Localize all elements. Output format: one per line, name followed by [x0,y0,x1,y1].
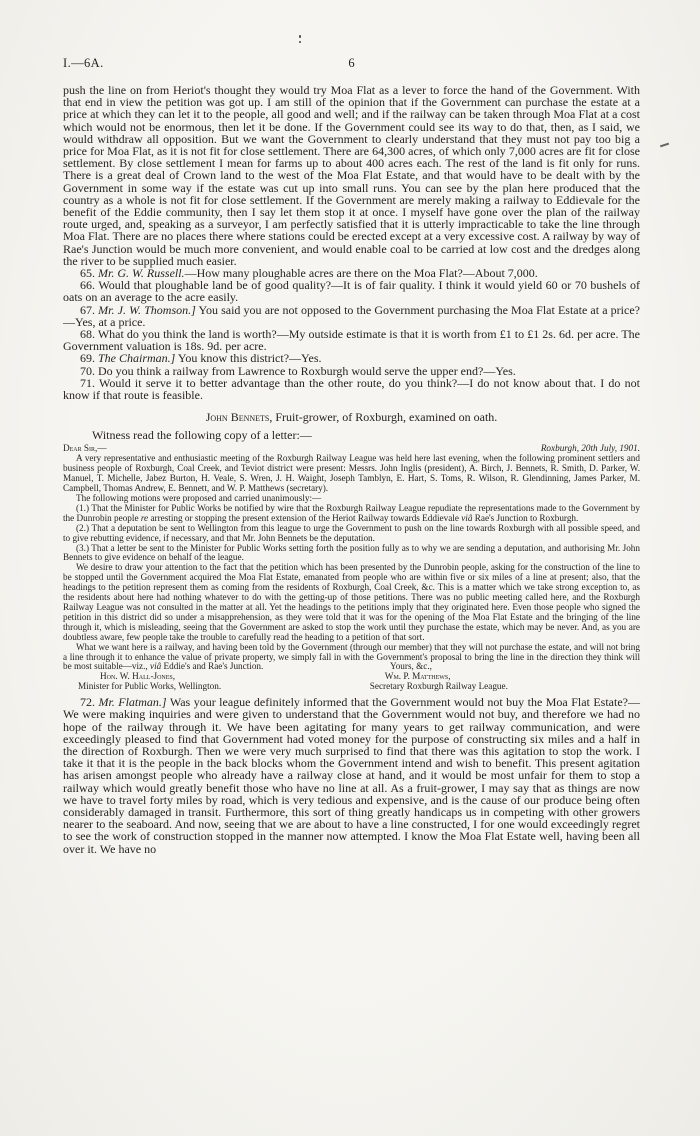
qa-paragraph-67: 67. Mr. J. W. Thomson.] You said you are not opposed to the Government purchasing the Moa Flat Estate at a price?—Yes, at a price. [63,302,640,329]
qa-paragraph-70: 70. Do you think a railway from Lawrence to Roxburgh would serve the upper end?—Yes. [80,363,516,378]
letter-block [63,444,640,692]
letter-paragraph-motions-intro: The following motions were proposed and carried unanimously:— [76,493,322,504]
letter-motion-1: (1.) That the Minister for Public Works be notified by wire that the Roxburgh Railway League repudiate the representations made to the Government by the Dunrobin people re arresting or stopping the present extension of the Heriot Railway towards Eddievale viâ Rae's Junction to Roxburgh. [63,502,640,523]
testimony-section [63,84,640,401]
signature-sender-title: Secretary Roxburgh Railway League. [369,681,508,692]
qa-paragraph-71: 71. Would it serve it to better advantage than the other route, do you think?—I do not know about that. I do not know if that route is feasible. [63,375,640,403]
witness-heading: John Bennets, Fruit-grower, of Roxburgh, examined on oath. [205,410,498,425]
signature-row-titles [63,682,640,692]
signature-sender-name: Wm. P. Matthews, [384,671,451,682]
letter-dateline: Roxburgh, 20th July, 1901. [540,443,640,454]
scan-speck [299,35,301,38]
witness-intro: Witness read the following copy of a letter:— [92,428,312,443]
letter-paragraph-conclusion: What we want here is a railway, and having been told by the Government (through our member) that they will not purchase the estate, and will not bring a line through it to enhance the value of private property, we simply fall in with the Government's proposal to bring the line in the direction they think will be most suitable—viz., viâ Eddie's and Rae's Junction. [63,641,640,672]
page-number: 6 [348,56,355,70]
examination-continued-section [63,696,640,855]
scan-mark [660,143,669,147]
letter-motion-3: (3.) That a letter be sent to the Minister for Public Works setting forth the position fully as to why we are sending a deputation, and authorising Mr. John Bennets to give evidence on behalf of the league. [63,542,640,563]
signature-addressee-name: Hon. W. Hall-Jones, [100,671,176,682]
qa-paragraph-65: 65. Mr. G. W. Russell.—How many ploughable acres are there on the Moa Flat?—About 7,000. [80,266,538,281]
qa-paragraph-66: 66. Would that ploughable land be of good quality?—It is of fair quality. I think it would yield 60 or 70 bushels of oats on an average to the acre easily. [63,278,640,305]
signature-addressee-title: Minister for Public Works, Wellington. [78,681,222,692]
letter-paragraph-petition: We desire to draw your attention to the fact that the petition which has been presented by the Dunrobin people, asking for the construction of the line to be stopped until the Government acquired the Moa Flat Estate, emanated from people who are within five or six miles of a line at present; also, that the headings to the petition represent them as coming from the residents of Roxburgh, Coal Creek, &c. This is a matter which we take strong exception to, as the residents about here had nothing whatever to do with the getting-up of those petitions. There was no public meeting called here, and the Roxburgh Railway League was not consulted in the matter at all. Yet the headings to the petitions imply that they originated here. Even those people who signed the petition in this district did so under a misapprehension, as they were told that it was for the opening of the Moa Flat Estate and the bringing of the line through it, which is misleading, seeing that the Government are asked to stop the work until they purchase the estate, which may be never. And, as you are doubtless aware, few people take the trouble to carefully read the heading to a petition of that sort. [63,562,640,642]
letter-motion-2: (2.) That a deputation be sent to Wellington from this league to urge the Government to push on the line towards Roxburgh with all possible speed, and to give rebutting evidence, if necessary, and that Mr. John Bennets be the deputation. [63,522,640,543]
letter-salutation: Dear Sir,— [63,443,107,454]
letter-closing: Yours, &c., [390,661,432,672]
scan-speck [299,41,301,43]
qa-paragraph-69: 69. The Chairman.] You know this district?—Yes. [80,351,322,366]
page-header [63,56,640,73]
letter-paragraph-meeting: A very representative and enthusiastic meeting of the Roxburgh Railway League was held here last evening, when the following prominent settlers and business people of Roxburgh, Coal Creek, and Teviot district were present: Messrs. John Inglis (president), A. Birch, J. Bennets, R. Smith, D. Parker, W. Manuel, T. Michelle, Jabez Burton, H. Veale, S. Wren, J. H. Waight, Joseph Tamblyn, E. Hart, S. Toms, R. Wilson, R. Glendinning, James Parker, M. Campbell, Thomas Andrew, E. Bennett, and W. P. Matthews (secretary). [63,453,640,494]
doc-reference: I.—6A. [63,56,104,70]
qa-paragraph-72: 72. Mr. Flatman.] Was your league definitely informed that the Government would not buy the Moa Flat Estate?—We were making inquiries and were given to understand that the Government would not buy, and therefore we had no hope of the railway through it. We have been agitating for many years to get railway communication, and were exceedingly pleased to find that Government had voted money for the purpose of constructing six miles and a half in the direction of Roxburgh. Then we were very much surprised to find that there was this agitation to stop the work. I take it that it is the people in the back blocks whom the Government intend and wish to benefit. This present agitation has arisen amongst people who already have a railway close at hand, and it would be most unfair for them to stop a railway which would greatly benefit those who have no line at all. As a fruit-grower, I may say that as things are now we have to travel forty miles by road, which is very tedious and expensive, and is the cause of our produce being often considerably damaged in transit. Furthermore, this sort of thing greatly handicaps us in competing with other growers nearer to the seaboard. And now, seeing that we are about to have a line constructed, I for one would exceedingly regret to see the work of construction stopped in the manner now attempted. I know the Moa Flat Estate well, having been all over it. We have no [63,695,640,856]
testimony-continuation-paragraph: push the line on from Heriot's thought they would try Moa Flat as a lever to force the hand of the Government. With that end in view the petition was got up. I am still of the opinion that if the Government can purchase the estate at a price at which they can let it to the people, all good and well; and if the railway can be taken through Moa Flat at a cost which would not be enormous, then let it be done. If the Government could see its way to do that, then, as I said, we would withdraw all opposition. But we want the Government to clearly understand that they must not pay too big a price for Moa Flat, as it is not fit for close settlement. There are 64,300 acres, of which only 7,000 acres are fit for close settlement. By close settlement I mean for farms up to about 400 acres each. The rest of the land is fit only for runs. There is a great deal of Crown land to the west of the Moa Flat Estate, and that would have to be dealt with by the Government in some way if the estate was cut up into small runs. You can see by the plan here produced that the country as a whole is not fit for close settlement. If the Government are merely making a railway to Eddievale for the benefit of the Eddie community, then I say let them stop it at once. I myself have gone over the plan of the railway route urged, and, speaking as a surveyor, I am perfectly satisfied that it is utterly impracticable to take the line through Moa Flat. There are no places there where stations could be erected except at a very excessive cost. A railway by way of Rae's Junction would be much more convenient, and would enable coal to be carried at low cost and the dredges along the river to be supplied much easier. [63,83,640,268]
qa-paragraph-68: 68. What do you think the land is worth?—My outside estimate is that it is worth from £1 to £1 2s. 6d. per acre. The Government valuation is 18s. 9d. per acre. [63,327,640,354]
